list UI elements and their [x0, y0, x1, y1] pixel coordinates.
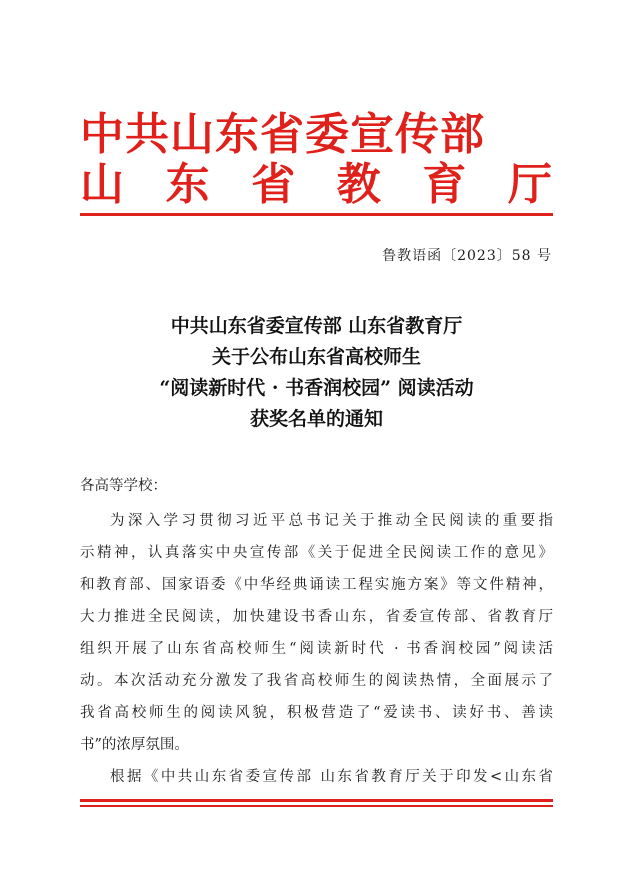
- masthead-char: 东: [165, 159, 210, 210]
- title-line: 获奖名单的通知: [249, 408, 383, 430]
- masthead-line-2: [80, 160, 552, 210]
- body-line: 书”的浓厚氛围。: [80, 737, 189, 753]
- salutation: 各高等学校：: [80, 478, 167, 494]
- footer-divider-thin: [80, 805, 553, 807]
- body-line: 和教育部、国家语委《中华经典诵读工程实施方案》等文件精神，: [80, 577, 553, 593]
- document-number: 鲁教语函〔2023〕58 号: [382, 248, 552, 264]
- header-divider: [80, 213, 553, 216]
- title-line: 关于公布山东省高校师生: [211, 346, 421, 368]
- body-line: 示精神，认真落实中央宣传部《关于促进全民阅读工作的意见》: [80, 545, 553, 561]
- document-title: [60, 311, 573, 435]
- body-line: 动。本次活动充分激发了我省高校师生的阅读热情，全面展示了: [80, 673, 553, 689]
- masthead-char: 育: [422, 159, 467, 210]
- masthead-char: 省: [251, 159, 296, 210]
- body-text: [80, 505, 553, 793]
- footer-divider-thick: [80, 799, 553, 802]
- masthead-char: 教: [336, 159, 381, 210]
- masthead-char: 厅: [507, 159, 552, 210]
- masthead-char: 山: [80, 159, 124, 210]
- body-line: 大力推进全民阅读，加快建设书香山东，省委宣传部、省教育厅: [80, 609, 553, 625]
- body-line: 根据《中共山东省委宣传部 山东省教育厅关于印发<山东省: [110, 769, 553, 785]
- masthead-line-1: 中共山东省委宣传部: [80, 109, 485, 160]
- body-line: 组织开展了山东省高校师生“阅读新时代 · 书香润校园”阅读活: [80, 641, 553, 657]
- title-line: “阅读新时代 · 书香润校园” 阅读活动: [159, 377, 474, 399]
- title-line: 中共山东省委宣传部 山东省教育厅: [170, 315, 463, 337]
- body-line: 为深入学习贯彻习近平总书记关于推动全民阅读的重要指: [110, 513, 553, 529]
- body-line: 我省高校师生的阅读风貌，积极营造了“爱读书、读好书、善读: [80, 705, 553, 721]
